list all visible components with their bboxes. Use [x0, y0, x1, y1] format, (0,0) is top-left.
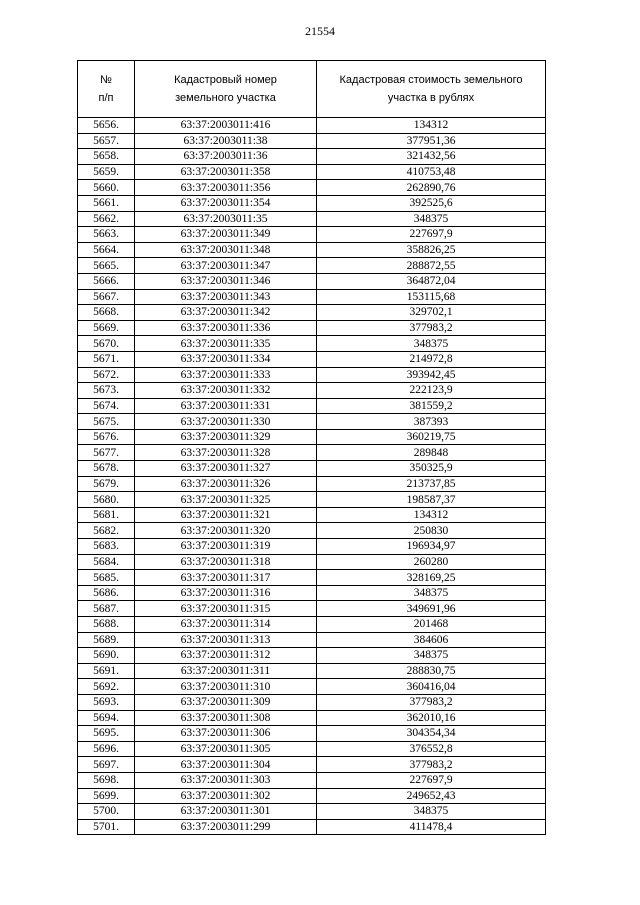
table-row [78, 149, 546, 165]
cadastral-number-cell: 63:37:2003011:325 [135, 492, 317, 508]
row-number-cell: 5700. [78, 804, 135, 820]
row-number-cell: 5681. [78, 507, 135, 523]
header-cadastral-number-label: Кадастровый номер земельного участка [174, 74, 277, 104]
table-header-row [78, 61, 546, 118]
row-number-cell: 5673. [78, 383, 135, 399]
row-number-cell: 5679. [78, 476, 135, 492]
row-number-cell: 5659. [78, 164, 135, 180]
cadastral-value-cell: 304354,34 [317, 726, 546, 742]
cadastral-value-cell: 196934,97 [317, 539, 546, 555]
table-row [78, 819, 546, 835]
cadastral-value-cell: 377983,2 [317, 694, 546, 710]
row-number-cell: 5695. [78, 726, 135, 742]
cadastral-number-cell: 63:37:2003011:311 [135, 663, 317, 679]
cadastral-value-cell: 260280 [317, 554, 546, 570]
row-number-cell: 5667. [78, 289, 135, 305]
cadastral-value-cell: 377983,2 [317, 320, 546, 336]
table-row [78, 539, 546, 555]
cadastral-value-cell: 349691,96 [317, 601, 546, 617]
cadastral-number-cell: 63:37:2003011:333 [135, 367, 317, 383]
row-number-cell: 5674. [78, 398, 135, 414]
cadastral-value-cell: 348375 [317, 336, 546, 352]
table-row [78, 336, 546, 352]
row-number-cell: 5683. [78, 539, 135, 555]
header-cadastral-value-label: Кадастровая стоимость земельного участка в рублях [339, 74, 523, 104]
row-number-cell: 5682. [78, 523, 135, 539]
cadastral-number-cell: 63:37:2003011:320 [135, 523, 317, 539]
cadastral-number-cell: 63:37:2003011:328 [135, 445, 317, 461]
cadastral-value-cell: 360219,75 [317, 429, 546, 445]
table-row [78, 554, 546, 570]
cadastral-number-cell: 63:37:2003011:304 [135, 757, 317, 773]
table-row [78, 461, 546, 477]
row-number-cell: 5660. [78, 180, 135, 196]
cadastral-number-cell: 63:37:2003011:315 [135, 601, 317, 617]
table-row [78, 445, 546, 461]
row-number-cell: 5656. [78, 118, 135, 134]
cadastral-value-cell: 227697,9 [317, 227, 546, 243]
cadastral-number-cell: 63:37:2003011:310 [135, 679, 317, 695]
cadastral-number-cell: 63:37:2003011:309 [135, 694, 317, 710]
cadastral-number-cell: 63:37:2003011:301 [135, 804, 317, 820]
table-row [78, 289, 546, 305]
row-number-cell: 5697. [78, 757, 135, 773]
cadastral-value-cell: 134312 [317, 507, 546, 523]
row-number-cell: 5699. [78, 788, 135, 804]
cadastral-number-cell: 63:37:2003011:313 [135, 632, 317, 648]
row-number-cell: 5657. [78, 133, 135, 149]
table-row [78, 242, 546, 258]
cadastral-value-cell: 364872,04 [317, 273, 546, 289]
cadastral-value-cell: 350325,9 [317, 461, 546, 477]
row-number-cell: 5675. [78, 414, 135, 430]
table-row [78, 601, 546, 617]
table-row [78, 367, 546, 383]
row-number-cell: 5664. [78, 242, 135, 258]
cadastral-value-cell: 249652,43 [317, 788, 546, 804]
cadastral-number-cell: 63:37:2003011:336 [135, 320, 317, 336]
row-number-cell: 5678. [78, 461, 135, 477]
cadastral-value-cell: 358826,25 [317, 242, 546, 258]
cadastral-value-cell: 321432,56 [317, 149, 546, 165]
cadastral-value-cell: 348375 [317, 211, 546, 227]
table-row [78, 227, 546, 243]
cadastral-value-cell: 384606 [317, 632, 546, 648]
row-number-cell: 5686. [78, 585, 135, 601]
table-row [78, 585, 546, 601]
table-row [78, 320, 546, 336]
row-number-cell: 5662. [78, 211, 135, 227]
cadastral-number-cell: 63:37:2003011:343 [135, 289, 317, 305]
table-row [78, 617, 546, 633]
cadastral-number-cell: 63:37:2003011:303 [135, 772, 317, 788]
row-number-cell: 5687. [78, 601, 135, 617]
table-row [78, 757, 546, 773]
cadastral-number-cell: 63:37:2003011:329 [135, 429, 317, 445]
row-number-cell: 5680. [78, 492, 135, 508]
cadastral-value-cell: 214972,8 [317, 351, 546, 367]
cadastral-number-cell: 63:37:2003011:326 [135, 476, 317, 492]
row-number-cell: 5677. [78, 445, 135, 461]
cadastral-value-cell: 328169,25 [317, 570, 546, 586]
row-number-cell: 5666. [78, 273, 135, 289]
table-row [78, 788, 546, 804]
table-row [78, 632, 546, 648]
table-row [78, 772, 546, 788]
cadastral-number-cell: 63:37:2003011:330 [135, 414, 317, 430]
cadastral-number-cell: 63:37:2003011:334 [135, 351, 317, 367]
cadastral-number-cell: 63:37:2003011:306 [135, 726, 317, 742]
table-row [78, 258, 546, 274]
cadastral-number-cell: 63:37:2003011:38 [135, 133, 317, 149]
cadastral-number-cell: 63:37:2003011:314 [135, 617, 317, 633]
table-row [78, 507, 546, 523]
table-row [78, 741, 546, 757]
row-number-cell: 5661. [78, 195, 135, 211]
cadastral-number-cell: 63:37:2003011:317 [135, 570, 317, 586]
cadastral-value-cell: 134312 [317, 118, 546, 134]
row-number-cell: 5663. [78, 227, 135, 243]
table-row [78, 710, 546, 726]
row-number-cell: 5669. [78, 320, 135, 336]
cadastral-number-cell: 63:37:2003011:319 [135, 539, 317, 555]
header-cadastral-number [135, 61, 317, 118]
table-row [78, 180, 546, 196]
row-number-cell: 5672. [78, 367, 135, 383]
row-number-cell: 5701. [78, 819, 135, 835]
cadastral-number-cell: 63:37:2003011:36 [135, 149, 317, 165]
cadastral-number-cell: 63:37:2003011:327 [135, 461, 317, 477]
page-number: 21554 [305, 24, 335, 38]
row-number-cell: 5691. [78, 663, 135, 679]
table-row [78, 351, 546, 367]
cadastral-value-cell: 376552,8 [317, 741, 546, 757]
row-number-cell: 5689. [78, 632, 135, 648]
cadastral-value-cell: 288830,75 [317, 663, 546, 679]
table-body [78, 118, 546, 835]
cadastral-number-cell: 63:37:2003011:308 [135, 710, 317, 726]
table-row [78, 414, 546, 430]
cadastral-number-cell: 63:37:2003011:346 [135, 273, 317, 289]
cadastral-value-cell: 201468 [317, 617, 546, 633]
cadastral-number-cell: 63:37:2003011:318 [135, 554, 317, 570]
row-number-cell: 5693. [78, 694, 135, 710]
cadastral-value-cell: 387393 [317, 414, 546, 430]
table-row [78, 398, 546, 414]
cadastral-number-cell: 63:37:2003011:358 [135, 164, 317, 180]
cadastral-value-cell: 222123,9 [317, 383, 546, 399]
table-row [78, 164, 546, 180]
cadastral-value-cell: 392525,6 [317, 195, 546, 211]
table-row [78, 694, 546, 710]
cadastral-value-cell: 393942,45 [317, 367, 546, 383]
cadastral-value-cell: 289848 [317, 445, 546, 461]
header-row-number-label: № п/п [98, 74, 114, 104]
row-number-cell: 5685. [78, 570, 135, 586]
table-row [78, 211, 546, 227]
table-row [78, 492, 546, 508]
cadastral-value-cell: 348375 [317, 648, 546, 664]
table-row [78, 195, 546, 211]
cadastral-number-cell: 63:37:2003011:331 [135, 398, 317, 414]
row-number-cell: 5668. [78, 305, 135, 321]
cadastral-value-cell: 198587,37 [317, 492, 546, 508]
table-row [78, 523, 546, 539]
table-row [78, 133, 546, 149]
cadastral-number-cell: 63:37:2003011:347 [135, 258, 317, 274]
table-row [78, 679, 546, 695]
row-number-cell: 5684. [78, 554, 135, 570]
cadastral-number-cell: 63:37:2003011:305 [135, 741, 317, 757]
row-number-cell: 5694. [78, 710, 135, 726]
cadastral-number-cell: 63:37:2003011:348 [135, 242, 317, 258]
cadastral-number-cell: 63:37:2003011:356 [135, 180, 317, 196]
cadastral-value-cell: 381559,2 [317, 398, 546, 414]
row-number-cell: 5698. [78, 772, 135, 788]
cadastral-number-cell: 63:37:2003011:335 [135, 336, 317, 352]
cadastral-value-cell: 377951,36 [317, 133, 546, 149]
cadastral-value-cell: 250830 [317, 523, 546, 539]
cadastral-value-cell: 262890,76 [317, 180, 546, 196]
row-number-cell: 5688. [78, 617, 135, 633]
cadastral-number-cell: 63:37:2003011:332 [135, 383, 317, 399]
row-number-cell: 5670. [78, 336, 135, 352]
cadastral-number-cell: 63:37:2003011:316 [135, 585, 317, 601]
table-row [78, 804, 546, 820]
table-row [78, 273, 546, 289]
header-row-number [78, 61, 135, 118]
row-number-cell: 5671. [78, 351, 135, 367]
cadastral-value-cell: 362010,16 [317, 710, 546, 726]
cadastral-value-cell: 411478,4 [317, 819, 546, 835]
row-number-cell: 5690. [78, 648, 135, 664]
cadastral-value-cell: 377983,2 [317, 757, 546, 773]
cadastral-value-cell: 348375 [317, 585, 546, 601]
table-row [78, 383, 546, 399]
cadastral-number-cell: 63:37:2003011:349 [135, 227, 317, 243]
cadastral-number-cell: 63:37:2003011:35 [135, 211, 317, 227]
cadastral-number-cell: 63:37:2003011:312 [135, 648, 317, 664]
table-row [78, 726, 546, 742]
cadastral-value-cell: 329702,1 [317, 305, 546, 321]
cadastral-value-cell: 153115,68 [317, 289, 546, 305]
cadastral-number-cell: 63:37:2003011:416 [135, 118, 317, 134]
table-row [78, 118, 546, 134]
row-number-cell: 5692. [78, 679, 135, 695]
cadastral-value-cell: 288872,55 [317, 258, 546, 274]
row-number-cell: 5696. [78, 741, 135, 757]
row-number-cell: 5676. [78, 429, 135, 445]
cadastral-number-cell: 63:37:2003011:299 [135, 819, 317, 835]
header-cadastral-value [317, 61, 546, 118]
table-row [78, 476, 546, 492]
cadastral-number-cell: 63:37:2003011:321 [135, 507, 317, 523]
cadastral-value-cell: 213737,85 [317, 476, 546, 492]
row-number-cell: 5658. [78, 149, 135, 165]
cadastral-number-cell: 63:37:2003011:302 [135, 788, 317, 804]
table-row [78, 663, 546, 679]
cadastral-value-cell: 348375 [317, 804, 546, 820]
table-row [78, 429, 546, 445]
cadastral-value-table [77, 60, 546, 835]
table-row [78, 570, 546, 586]
table-row [78, 305, 546, 321]
cadastral-number-cell: 63:37:2003011:342 [135, 305, 317, 321]
table-row [78, 648, 546, 664]
cadastral-number-cell: 63:37:2003011:354 [135, 195, 317, 211]
cadastral-value-cell: 360416,04 [317, 679, 546, 695]
cadastral-value-cell: 227697,9 [317, 772, 546, 788]
cadastral-value-cell: 410753,48 [317, 164, 546, 180]
row-number-cell: 5665. [78, 258, 135, 274]
